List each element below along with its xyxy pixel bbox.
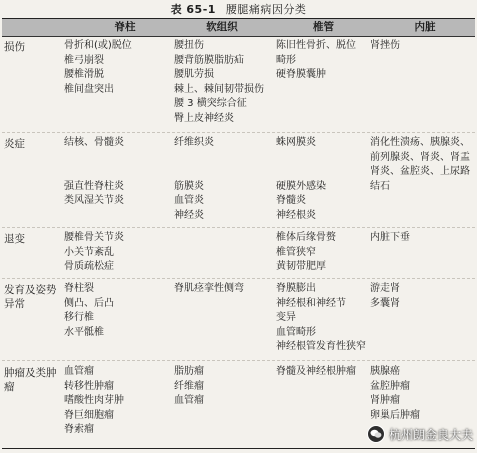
header-soft-tissue: 软组织 [206, 21, 238, 33]
list-item: 盆腔肿瘤 [370, 380, 410, 392]
row-separator [2, 360, 475, 361]
cell-developmental-canal [276, 282, 366, 355]
list-item: 纤维织炎 [174, 137, 214, 148]
list-item: 硬膜外感染 [276, 180, 326, 192]
list-item: 胰腺癌 [370, 366, 400, 377]
watermark-text: 杭州朗金良大夫 [388, 427, 473, 442]
list-item: 嗜酸性肉芽肿 [64, 395, 124, 406]
list-item [64, 165, 124, 180]
list-item: 脊索瘤 [64, 424, 94, 435]
list-item: 神经根和神经节 [276, 297, 346, 309]
list-item: 硬脊膜囊肿 [276, 69, 326, 80]
list-item: 腰肌劳损 [174, 69, 214, 80]
row-separator [2, 278, 475, 279]
row-separator [2, 227, 475, 228]
list-item: 转移性肿瘤 [64, 380, 114, 392]
list-item: 纤维瘤 [174, 380, 204, 392]
list-item [64, 151, 124, 166]
header-rule [2, 36, 475, 37]
wechat-icon [367, 425, 385, 443]
list-item: 腰椎滑脱 [64, 69, 104, 80]
header-canal: 椎管 [313, 21, 334, 33]
list-item: 椎管狭窄 [276, 246, 316, 258]
cell-developmental-soft [174, 282, 244, 297]
list-item [276, 165, 326, 180]
cell-tumor-visceral [370, 365, 420, 423]
list-item: 血管瘤 [174, 395, 204, 406]
list-item: 脊柱裂 [64, 283, 94, 294]
list-item: 黄韧带肥厚 [276, 261, 326, 272]
cell-injury-visceral [370, 39, 400, 54]
cell-injury-spine [64, 39, 132, 97]
cell-inflammation-canal [276, 136, 326, 223]
list-item: 腰 3 横突综合征 [174, 98, 247, 109]
cell-tumor-spine [64, 365, 124, 438]
list-item: 脊肌痉挛性侧弯 [174, 283, 244, 294]
list-item: 骨折和(或)脱位 [64, 40, 132, 51]
cell-degeneration-spine [64, 231, 124, 275]
category-inflammation: 炎症 [4, 138, 25, 150]
table-number: 表 65-1 [170, 3, 216, 16]
header-visceral: 内脏 [414, 21, 436, 33]
list-item: 腰椎骨关节炎 [64, 232, 124, 243]
table-caption [0, 3, 477, 16]
list-item: 肾肿瘤 [370, 395, 400, 406]
list-item: 血管瘤 [64, 366, 94, 377]
list-item: 卵巢后肿瘤 [370, 409, 420, 421]
header-spine: 脊柱 [114, 21, 136, 33]
list-item: 筋膜炎 [174, 180, 204, 192]
list-item: 神经根炎 [276, 209, 316, 221]
category-degeneration: 退变 [4, 233, 25, 245]
list-item: 臀上皮神经炎 [174, 112, 234, 124]
list-item: 神经炎 [174, 209, 204, 221]
list-item: 脂肪瘤 [174, 366, 204, 377]
list-item: 椎间盘突出 [64, 83, 114, 95]
list-item: 血管炎 [174, 195, 204, 206]
list-item: 水平骶椎 [64, 326, 104, 338]
list-item: 陈旧性骨折、脱位 [276, 40, 356, 51]
list-item: 脊巨细胞瘤 [64, 409, 114, 421]
cell-injury-soft [174, 39, 264, 126]
cell-inflammation-spine [64, 136, 124, 209]
list-item: 腰背筋膜脂肪疝 [174, 54, 244, 66]
list-item: 游走肾 [370, 283, 400, 294]
list-item: 多囊肾 [370, 297, 400, 309]
cell-degeneration-canal [276, 231, 336, 275]
cell-tumor-canal [276, 365, 356, 380]
cell-inflammation-visceral: 消化性溃疡、胰腺炎、前列腺炎、肾炎、肾盂肾炎、盆腔炎、上尿路结石 [370, 137, 470, 192]
category-tumor: 肿瘤及类肿瘤 [4, 367, 57, 393]
list-item: 侧凸、后凸 [64, 297, 114, 309]
cell-degeneration-visceral [370, 231, 410, 246]
table-title: 腰腿痛病因分类 [225, 3, 307, 16]
list-item [174, 151, 214, 166]
list-item: 内脏下垂 [370, 232, 410, 243]
top-rule [2, 18, 475, 19]
list-item [276, 151, 326, 166]
category-developmental: 发育及姿势异常 [4, 284, 57, 310]
list-item: 棘上、棘间韧带损伤 [174, 83, 264, 95]
cell-injury-canal [276, 39, 356, 83]
list-item: 脊膜膨出 [276, 283, 316, 294]
cell-developmental-visceral [370, 282, 400, 311]
list-item: 脊髓炎 [276, 195, 306, 206]
list-item: 椎弓崩裂 [64, 54, 104, 66]
list-item: 神经根管发育性狭窄 [276, 341, 366, 352]
list-item: 腰扭伤 [174, 40, 204, 51]
cell-tumor-soft [174, 365, 204, 409]
list-item: 蛛网膜炎 [276, 137, 316, 148]
category-injury: 损伤 [4, 41, 25, 53]
list-item: 血管畸形 [276, 326, 316, 338]
list-item: 结核、骨髓炎 [64, 137, 124, 148]
list-item [174, 165, 214, 180]
list-item: 移行椎 [64, 312, 94, 323]
watermark [367, 425, 473, 443]
list-item: 小关节紊乱 [64, 246, 114, 258]
list-item: 肾挫伤 [370, 40, 400, 51]
list-item: 骨质疏松症 [64, 261, 114, 272]
list-item: 畸形 [276, 54, 296, 66]
row-separator [2, 132, 475, 133]
list-item: 椎体后缘骨赘 [276, 232, 336, 243]
cell-inflammation-soft [174, 136, 214, 223]
cell-developmental-spine [64, 282, 114, 340]
list-item: 变异 [276, 312, 296, 323]
list-item: 脊髓及神经根肿瘤 [276, 366, 356, 377]
list-item: 类风湿关节炎 [64, 195, 124, 206]
list-item: 强直性脊柱炎 [64, 180, 124, 192]
bottom-rule [2, 448, 475, 449]
